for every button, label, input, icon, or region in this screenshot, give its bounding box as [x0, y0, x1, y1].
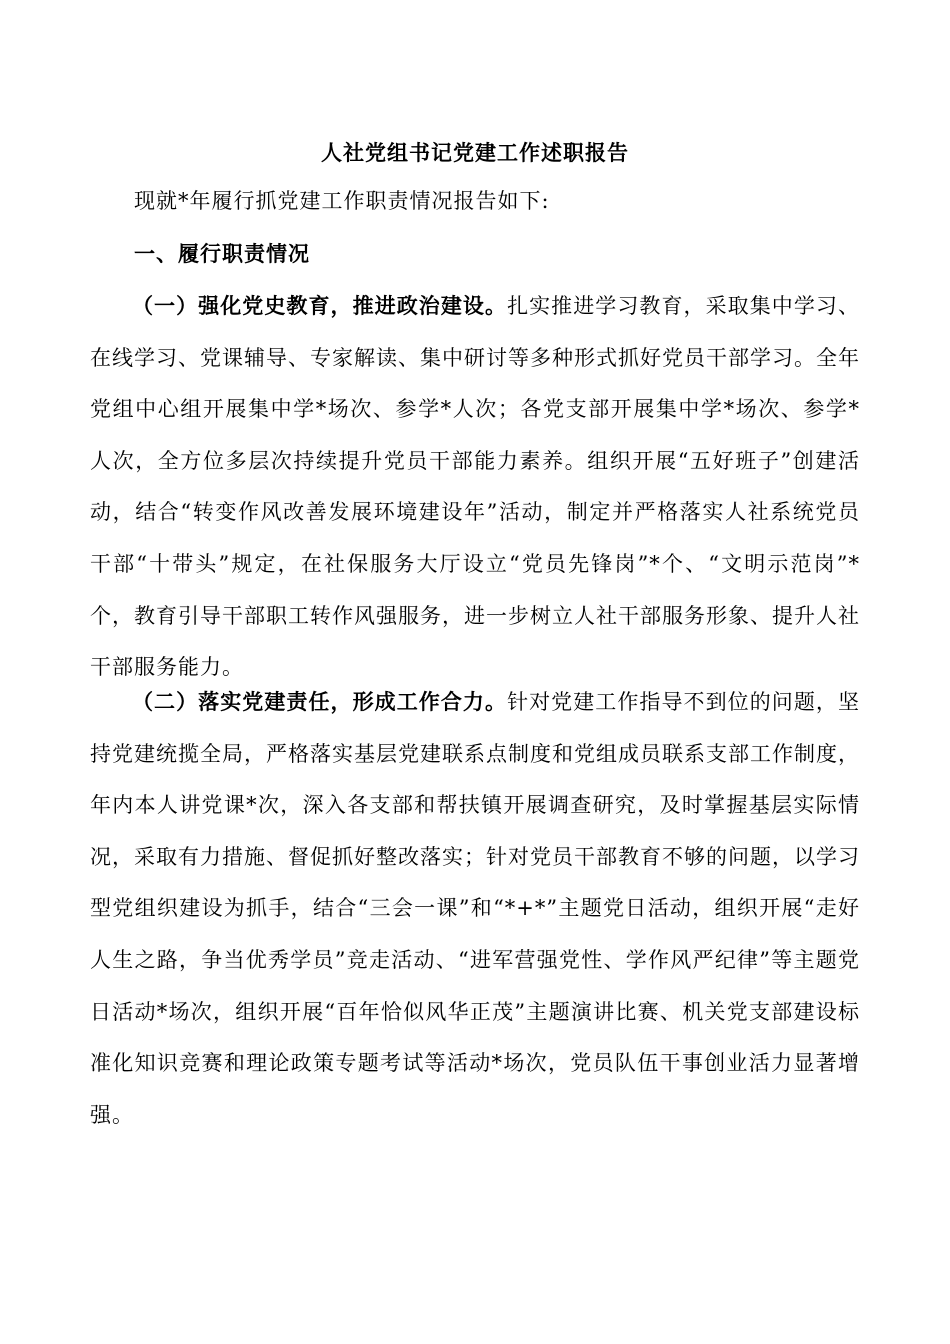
paragraph-2-body: 针对党建工作指导不到位的问题，坚持党建统揽全局，严格落实基层党建联系点制度和党组成员联系支部工作制度，年内本人讲党课*次，深入各支部和帮扶镇开展调查研究，及时掌握基层实际情况，采取有力措施、督促抓好整改落实；针对党员干部教育不够的问题，以学习型党组织建设为抓手，结合“三会一课”和“*+*”主题党日活动，组织开展“走好人生之路，争当优秀学员”竞走活动、“进军营强党性、学作风严纪律”等主题党日活动*场次，组织开展“百年恰似风华正茂”主题演讲比赛、机关党支部建设标准化知识竞赛和理论政策专题考试等活动*场次，党员队伍干事创业活力显著增强。 [90, 690, 860, 1127]
paragraph-1-body: 扎实推进学习教育，采取集中学习、在线学习、党课辅导、专家解读、集中研讨等多种形式抓好党员干部学习。全年党组中心组开展集中学*场次、参学*人次；各党支部开展集中学*场次、参学*人次，全方位多层次持续提升党员干部能力素养。组织开展“五好班子”创建活动，结合“转变作风改善发展环境建设年”活动，制定并严格落实人社系统党员干部“十带头”规定，在社保服务大厅设立“党员先锋岗”*个、“文明示范岗”*个，教育引导干部职工转作风强服务，进一步树立人社干部服务形象、提升人社干部服务能力。 [90, 294, 860, 680]
document-title: 人社党组书记党建工作述职报告 [321, 140, 629, 165]
section-heading: 一、履行职责情况 [134, 241, 310, 266]
paragraph-1 [90, 280, 860, 694]
paragraph-2 [90, 676, 860, 1141]
intro-text: 现就*年履行抓党建工作职责情况报告如下: [134, 189, 550, 213]
paragraph-1-lead: （一）强化党史教育，推进政治建设。 [132, 293, 508, 318]
paragraph-2-lead: （二）落实党建责任，形成工作合力。 [132, 689, 508, 714]
